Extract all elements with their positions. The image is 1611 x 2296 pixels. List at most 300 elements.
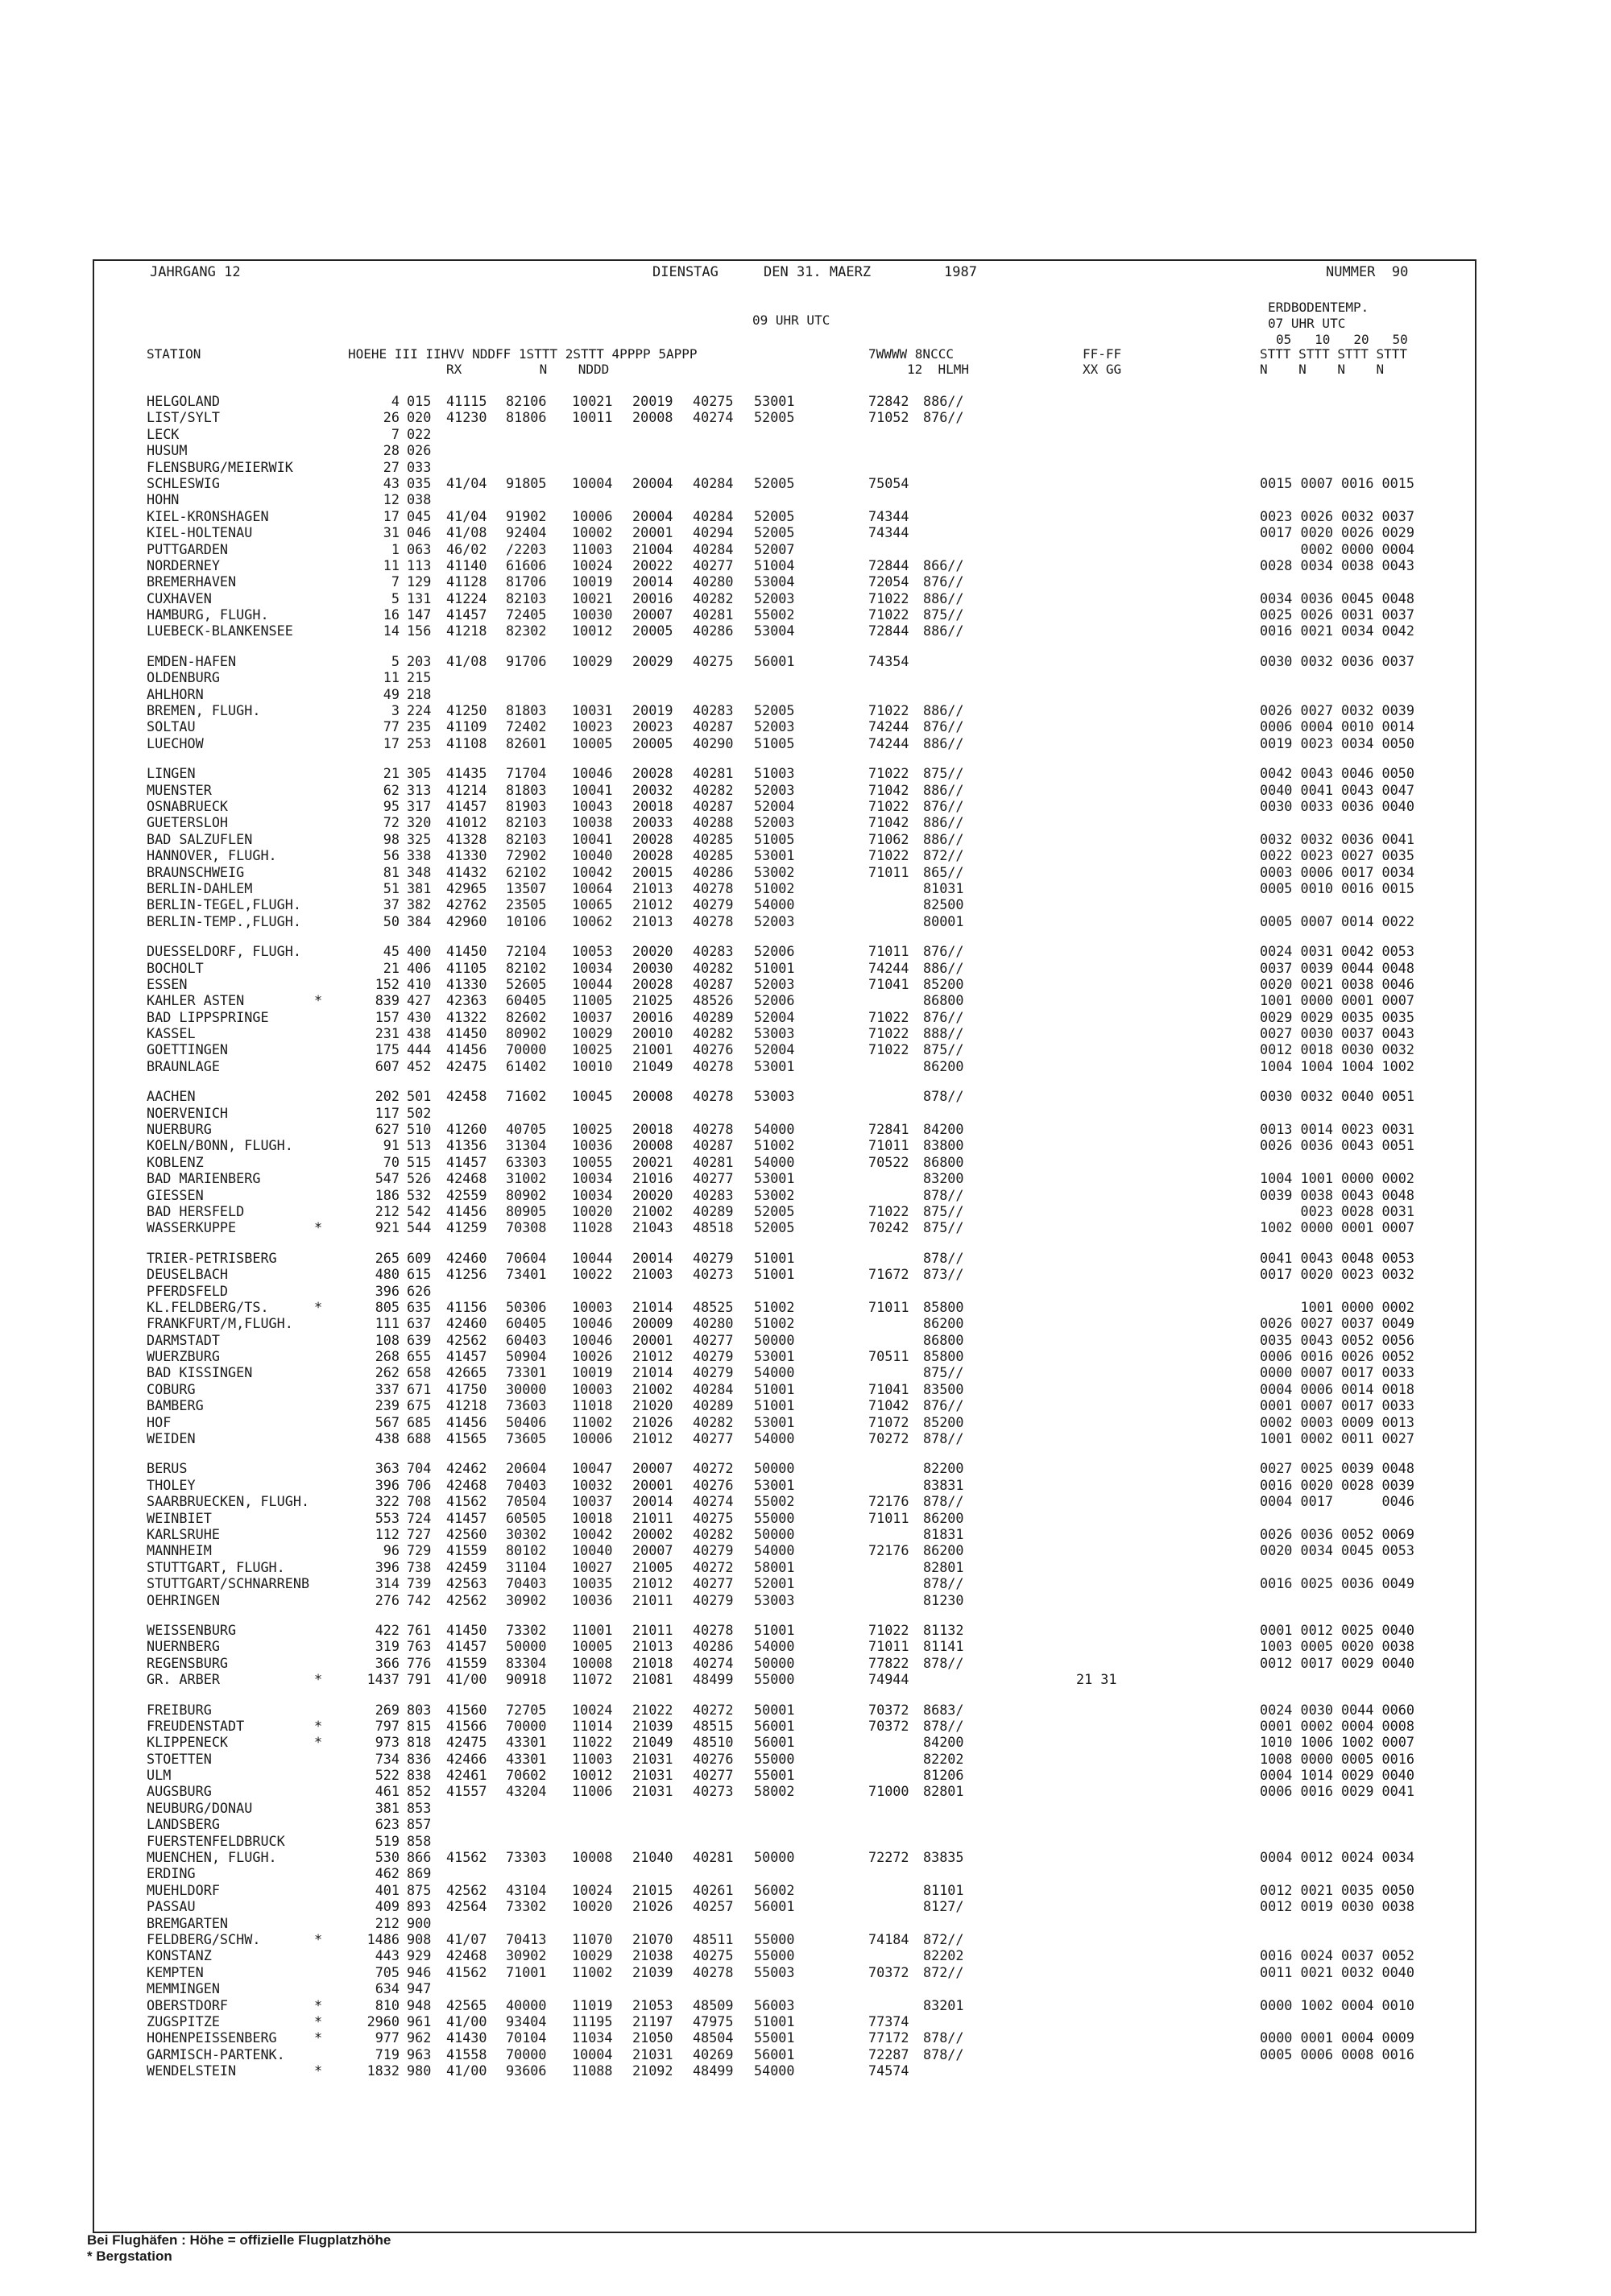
station-name: OLDENBURG: [147, 669, 220, 686]
code-8nccc: 886//: [923, 814, 964, 831]
table-row: [0, 1088, 1611, 1104]
code-nddff: 92404: [506, 524, 547, 541]
code-1sttt: 10023: [572, 718, 613, 735]
station-height: 212: [375, 1202, 400, 1219]
station-id: 015: [407, 393, 432, 409]
code-1sttt: 10042: [572, 863, 613, 880]
code-iihvv: 42762: [446, 896, 487, 913]
station-height: 56: [383, 847, 400, 864]
code-2sttt: 21039: [632, 1963, 673, 1980]
code-nddff: 50306: [506, 1298, 547, 1315]
station-id: 400: [407, 943, 432, 960]
code-iihvv: 46/02: [446, 540, 487, 557]
station-id: 761: [407, 1621, 432, 1638]
code-7wwww: 71041: [868, 1380, 909, 1397]
station-name: DUESSELDORF, FLUGH.: [147, 943, 301, 960]
code-1sttt: 11014: [572, 1717, 613, 1734]
station-id: 948: [407, 1996, 432, 2013]
ground-temps: 0004 0012 0024 0034: [1260, 1849, 1414, 1866]
ground-temps: 0002 0003 0009 0013: [1260, 1413, 1414, 1430]
code-iihvv: 42565: [446, 1996, 487, 2013]
station-height: 1437: [367, 1671, 400, 1688]
station-name: HANNOVER, FLUGH.: [147, 847, 277, 864]
code-nddff: 52605: [506, 975, 547, 992]
station-name: NOERVENICH: [147, 1104, 229, 1121]
code-4pppp: 40275: [693, 652, 734, 669]
code-5appp: 50000: [754, 1849, 795, 1866]
code-1sttt: 10042: [572, 1526, 613, 1542]
ground-temp-depths: 05 10 20 50: [1276, 332, 1408, 347]
table-row: [0, 1154, 1611, 1170]
code-8nccc: 80001: [923, 912, 964, 929]
station-name: BERUS: [147, 1460, 188, 1477]
code-nddff: 70104: [506, 2029, 547, 2046]
station-name: FREUDENSTADT: [147, 1717, 245, 1734]
table-row: [0, 847, 1611, 863]
station-name: DARMSTADT: [147, 1331, 220, 1348]
code-2sttt: 20007: [632, 606, 673, 623]
table-row: [0, 2029, 1611, 2046]
station-height: 62: [383, 781, 400, 798]
code-1sttt: 10003: [572, 1380, 613, 1397]
code-7wwww: 70372: [868, 1717, 909, 1734]
table-row: [0, 653, 1611, 669]
table-row: [0, 1493, 1611, 1509]
code-7wwww: 72272: [868, 1849, 909, 1866]
station-name: KIEL-KRONSHAGEN: [147, 507, 269, 524]
station-height: 239: [375, 1397, 400, 1414]
code-iihvv: 41457: [446, 1509, 487, 1526]
station-name: WEIDEN: [147, 1430, 196, 1447]
station-name: GOETTINGEN: [147, 1041, 229, 1058]
code-iihvv: 41560: [446, 1701, 487, 1718]
code-8nccc: 878//: [923, 1575, 964, 1592]
table-row: [0, 1767, 1611, 1783]
code-7wwww: 74574: [868, 2062, 909, 2079]
code-8nccc: 878//: [923, 1249, 964, 1266]
code-nddff: 91706: [506, 652, 547, 669]
code-8nccc: 876//: [923, 573, 964, 590]
station-name: MUEHLDORF: [147, 1881, 220, 1898]
code-2sttt: 21013: [632, 879, 673, 896]
code-nddff: 81803: [506, 781, 547, 798]
code-7wwww: 74244: [868, 959, 909, 976]
ground-temps: 0030 0032 0040 0051: [1260, 1088, 1414, 1105]
station-id: 946: [407, 1963, 432, 1980]
table-row: [0, 1381, 1611, 1397]
ground-temps: 1004 1004 1004 1002: [1260, 1057, 1414, 1074]
table-row: [0, 409, 1611, 425]
station-height: 553: [375, 1509, 400, 1526]
ground-temps: 1001 0000 0001 0007: [1260, 992, 1414, 1009]
station-height: 95: [383, 797, 400, 814]
code-1sttt: 11003: [572, 1750, 613, 1767]
station-height: 45: [383, 943, 400, 960]
code-5appp: 53001: [754, 1348, 795, 1365]
table-row: [0, 1800, 1611, 1816]
code-2sttt: 21001: [632, 1041, 673, 1058]
code-1sttt: 10046: [572, 1315, 613, 1332]
station-id: 382: [407, 896, 432, 913]
table-row: [0, 426, 1611, 442]
code-iihvv: 41260: [446, 1121, 487, 1138]
code-nddff: 80902: [506, 1025, 547, 1042]
station-height: 111: [375, 1315, 400, 1332]
code-1sttt: 10004: [572, 2046, 613, 2062]
station-header: STATION: [147, 346, 201, 362]
code-4pppp: 40282: [693, 1526, 734, 1542]
station-height: 117: [375, 1104, 400, 1121]
code-4pppp: 48510: [693, 1734, 734, 1751]
station-id: 639: [407, 1331, 432, 1348]
station-name: BERLIN-DAHLEM: [147, 879, 253, 896]
code-5appp: 53001: [754, 1476, 795, 1493]
code-4pppp: 40272: [693, 1460, 734, 1477]
code-header-line1: HOEHE III IIHVV NDDFF 1STTT 2STTT 4PPPP 5APPP: [348, 346, 698, 362]
station-height: 443: [375, 1947, 400, 1964]
code-4pppp: 40274: [693, 1654, 734, 1671]
code-5appp: 52003: [754, 814, 795, 831]
code-2sttt: 21049: [632, 1734, 673, 1751]
station-height: 422: [375, 1621, 400, 1638]
code-4pppp: 40286: [693, 863, 734, 880]
code-nddff: 50904: [506, 1348, 547, 1365]
code-4pppp: 40273: [693, 1266, 734, 1283]
code-iihvv: 41558: [446, 2046, 487, 2062]
code-2sttt: 21016: [632, 1170, 673, 1187]
table-row: [0, 1592, 1611, 1608]
table-row: [0, 1009, 1611, 1025]
code-nddff: 63303: [506, 1153, 547, 1170]
code-1sttt: 10006: [572, 1430, 613, 1447]
station-height: 98: [383, 830, 400, 847]
code-8nccc: 81230: [923, 1591, 964, 1608]
code-iihvv: 42562: [446, 1881, 487, 1898]
code-iihvv: 42459: [446, 1558, 487, 1575]
station-height: 438: [375, 1430, 400, 1447]
code-5appp: 54000: [754, 1364, 795, 1381]
code-2sttt: 20028: [632, 765, 673, 782]
code-iihvv: 41457: [446, 1348, 487, 1365]
code-4pppp: 40286: [693, 1638, 734, 1655]
code-iihvv: 42458: [446, 1088, 487, 1105]
station-id: 033: [407, 458, 432, 475]
station-height: 627: [375, 1121, 400, 1138]
code-iihvv: 41/07: [446, 1930, 487, 1947]
code-7wwww: 71011: [868, 863, 909, 880]
code-4pppp: 40279: [693, 1542, 734, 1559]
ground-temps: 0029 0029 0035 0035: [1260, 1008, 1414, 1025]
table-row: [0, 992, 1611, 1008]
code-4pppp: 40274: [693, 1493, 734, 1510]
table-row: [0, 573, 1611, 590]
code-2sttt: 20005: [632, 734, 673, 751]
station-name: STUTTGART, FLUGH.: [147, 1558, 285, 1575]
station-id: 947: [407, 1980, 432, 1997]
ff-header: FF-FF: [1083, 346, 1122, 362]
ground-temps: 0000 0007 0017 0033: [1260, 1364, 1414, 1381]
table-row: [0, 557, 1611, 573]
code-7wwww: 74244: [868, 734, 909, 751]
code-iihvv: 41457: [446, 797, 487, 814]
code-4pppp: 40285: [693, 847, 734, 864]
code-7wwww: 74354: [868, 652, 909, 669]
station-name: GUETERSLOH: [147, 814, 229, 831]
station-name: BAMBERG: [147, 1397, 204, 1414]
code-7wwww: 71672: [868, 1266, 909, 1283]
station-height: 607: [375, 1057, 400, 1074]
table-row: [0, 960, 1611, 976]
mountain-station-marker: *: [314, 2062, 323, 2079]
station-name: LIST/SYLT: [147, 409, 220, 426]
table-row: [0, 831, 1611, 847]
code-4pppp: 40275: [693, 393, 734, 409]
code-2sttt: 21031: [632, 2046, 673, 2062]
ground-temps: 0004 1014 0029 0040: [1260, 1767, 1414, 1784]
code-4pppp: 40277: [693, 1331, 734, 1348]
code-iihvv: 41/00: [446, 2062, 487, 2079]
code-1sttt: 10022: [572, 1266, 613, 1283]
code-nddff: 81706: [506, 573, 547, 590]
code-4pppp: 40272: [693, 1701, 734, 1718]
code-2sttt: 21015: [632, 1881, 673, 1898]
station-name: REGENSBURG: [147, 1654, 229, 1671]
code-nddff: 71602: [506, 1088, 547, 1105]
code-5appp: 55000: [754, 1509, 795, 1526]
ground-temps: 1004 1001 0000 0002: [1260, 1170, 1414, 1187]
code-2sttt: 20007: [632, 1542, 673, 1559]
code-8nccc: 886//: [923, 781, 964, 798]
ground-temps: 1008 0000 0005 0016: [1260, 1750, 1414, 1767]
code-8nccc: 866//: [923, 556, 964, 573]
code-2sttt: 21049: [632, 1057, 673, 1074]
code-2sttt: 21026: [632, 1413, 673, 1430]
code-iihvv: 41562: [446, 1493, 487, 1510]
station-name: MUENSTER: [147, 781, 212, 798]
ground-temps: 1001 0000 0002: [1260, 1298, 1414, 1315]
station-name: MUENCHEN, FLUGH.: [147, 1849, 277, 1866]
table-row: [0, 1526, 1611, 1542]
station-name: TRIER-PETRISBERG: [147, 1249, 277, 1266]
code-5appp: 51002: [754, 1298, 795, 1315]
code-iihvv: 41456: [446, 1041, 487, 1058]
code-iihvv: 41115: [446, 393, 487, 409]
code-5appp: 52005: [754, 507, 795, 524]
code-2sttt: 20018: [632, 1121, 673, 1138]
station-id: 218: [407, 685, 432, 702]
code-8nccc: 872//: [923, 847, 964, 864]
station-height: 547: [375, 1170, 400, 1187]
code-8nccc: 8683/: [923, 1701, 964, 1718]
code-8nccc: 81831: [923, 1526, 964, 1542]
station-height: 530: [375, 1849, 400, 1866]
code-5appp: 51001: [754, 1380, 795, 1397]
code-5appp: 52005: [754, 1202, 795, 1219]
station-id: 215: [407, 669, 432, 686]
code-1sttt: 10043: [572, 797, 613, 814]
code-5appp: 54000: [754, 2062, 795, 2079]
code-nddff: 81803: [506, 702, 547, 719]
code-8nccc: 876//: [923, 943, 964, 960]
code-iihvv: 41/00: [446, 2013, 487, 2029]
table-row: [0, 1622, 1611, 1638]
code-nddff: 81903: [506, 797, 547, 814]
station-height: 108: [375, 1331, 400, 1348]
code-8nccc: 81031: [923, 879, 964, 896]
table-row: [0, 1283, 1611, 1299]
table-row: [0, 1980, 1611, 1996]
station-table: [0, 393, 1611, 2079]
code-4pppp: 40277: [693, 1430, 734, 1447]
ground-temps: 0016 0025 0036 0049: [1260, 1575, 1414, 1592]
code-2sttt: 21003: [632, 1266, 673, 1283]
station-id: 866: [407, 1849, 432, 1866]
code-nddff: 83304: [506, 1654, 547, 1671]
table-row: [0, 1058, 1611, 1074]
footnote-airport: Bei Flughäfen : Höhe = offizielle Flugplatzhöhe: [87, 2232, 391, 2248]
ground-temps: 0027 0030 0037 0043: [1260, 1025, 1414, 1042]
station-id: 129: [407, 573, 432, 590]
code-1sttt: 10029: [572, 1025, 613, 1042]
code-5appp: 52004: [754, 797, 795, 814]
mountain-station-marker: *: [314, 1219, 323, 1236]
code-8nccc: 876//: [923, 409, 964, 426]
code-7wwww: 71042: [868, 814, 909, 831]
station-height: 401: [375, 1881, 400, 1898]
station-id: 515: [407, 1153, 432, 1170]
footnote-mountain: * Bergstation: [87, 2248, 172, 2264]
code-2sttt: 20001: [632, 1331, 673, 1348]
weekday-label: DIENSTAG: [652, 264, 719, 280]
station-height: 1486: [367, 1930, 400, 1947]
station-name: BREMEN, FLUGH.: [147, 702, 261, 719]
station-id: 452: [407, 1057, 432, 1074]
code-1sttt: 11002: [572, 1413, 613, 1430]
code-4pppp: 40277: [693, 1767, 734, 1784]
code-nddff: 43104: [506, 1881, 547, 1898]
code-1sttt: 11018: [572, 1397, 613, 1414]
ground-temps: 0003 0006 0017 0034: [1260, 863, 1414, 880]
code-1sttt: 11006: [572, 1783, 613, 1800]
code-5appp: 54000: [754, 1542, 795, 1559]
code-8nccc: 86200: [923, 1057, 964, 1074]
station-id: 908: [407, 1930, 432, 1947]
table-row: [0, 442, 1611, 458]
ground-temps: 0040 0041 0043 0047: [1260, 781, 1414, 798]
code-7wwww: 74244: [868, 718, 909, 735]
table-row: [0, 1332, 1611, 1348]
code-iihvv: 41562: [446, 1849, 487, 1866]
code-1sttt: 10024: [572, 1881, 613, 1898]
code-1sttt: 10006: [572, 507, 613, 524]
mountain-station-marker: *: [314, 1671, 323, 1688]
code-2sttt: 21025: [632, 992, 673, 1009]
station-id: 815: [407, 1717, 432, 1734]
code-4pppp: 40282: [693, 781, 734, 798]
station-name: BRAUNSCHWEIG: [147, 863, 245, 880]
station-id: 348: [407, 863, 432, 880]
station-name: LUEBECK-BLANKENSEE: [147, 623, 293, 639]
station-name: KOBLENZ: [147, 1153, 204, 1170]
station-id: 838: [407, 1767, 432, 1784]
station-height: 268: [375, 1348, 400, 1365]
code-iihvv: 42363: [446, 992, 487, 1009]
code-8nccc: 886//: [923, 959, 964, 976]
station-height: 17: [383, 734, 400, 751]
code-4pppp: 40279: [693, 1591, 734, 1608]
code-nddff: 73401: [506, 1266, 547, 1283]
code-nddff: 70504: [506, 1493, 547, 1510]
code-2sttt: 21031: [632, 1767, 673, 1784]
station-id: 852: [407, 1783, 432, 1800]
code-7wwww: 74944: [868, 1671, 909, 1688]
station-id: 406: [407, 959, 432, 976]
code-5appp: 51002: [754, 1137, 795, 1154]
code-iihvv: 42468: [446, 1476, 487, 1493]
ground-temps: 0017 0020 0026 0029: [1260, 524, 1414, 541]
code-2sttt: 20029: [632, 652, 673, 669]
code-2sttt: 20001: [632, 1476, 673, 1493]
ground-temps: 0013 0014 0023 0031: [1260, 1121, 1414, 1138]
code7-header: 7WWWW 8NCCC: [868, 346, 954, 362]
code-nddff: 82103: [506, 590, 547, 606]
code-1sttt: 10031: [572, 702, 613, 719]
code-5appp: 53003: [754, 1591, 795, 1608]
station-height: 734: [375, 1750, 400, 1767]
gg-header: XX GG: [1083, 362, 1122, 377]
table-row: [0, 718, 1611, 734]
ground-temps: 0012 0018 0030 0032: [1260, 1041, 1414, 1058]
code-4pppp: 40290: [693, 734, 734, 751]
date-label: DEN 31. MAERZ: [764, 264, 872, 280]
station-height: 265: [375, 1249, 400, 1266]
code-nddff: 30000: [506, 1380, 547, 1397]
ground-temps: 0020 0021 0038 0046: [1260, 975, 1414, 992]
ground-temps: 0006 0016 0029 0041: [1260, 1783, 1414, 1800]
station-id: 430: [407, 1008, 432, 1025]
mountain-station-marker: *: [314, 2029, 323, 2046]
code-nddff: 80102: [506, 1542, 547, 1559]
station-name: KASSEL: [147, 1025, 196, 1042]
station-id: 961: [407, 2013, 432, 2029]
station-name: BREMGARTEN: [147, 1914, 229, 1931]
code-nddff: 50406: [506, 1413, 547, 1430]
code-2sttt: 20016: [632, 1008, 673, 1025]
code-7wwww: 71022: [868, 1025, 909, 1042]
code-nddff: 61402: [506, 1057, 547, 1074]
code-iihvv: 41/04: [446, 474, 487, 491]
station-name: LECK: [147, 425, 180, 442]
code-5appp: 50000: [754, 1526, 795, 1542]
code-2sttt: 21004: [632, 540, 673, 557]
code-1sttt: 11022: [572, 1734, 613, 1751]
code-7wwww: 77822: [868, 1654, 909, 1671]
code-nddff: 13507: [506, 879, 547, 896]
code-nddff: 31304: [506, 1137, 547, 1154]
code-5appp: 52003: [754, 590, 795, 606]
code-4pppp: 40278: [693, 879, 734, 896]
code-4pppp: 40284: [693, 474, 734, 491]
station-name: WEINBIET: [147, 1509, 212, 1526]
ground-temps: 0000 0001 0004 0009: [1260, 2029, 1414, 2046]
code-7wwww: 74344: [868, 507, 909, 524]
station-id: 444: [407, 1041, 432, 1058]
station-name: GR. ARBER: [147, 1671, 220, 1688]
table-row: [0, 1816, 1611, 1832]
table-row: [0, 1734, 1611, 1750]
code-7wwww: 71022: [868, 702, 909, 719]
code-1sttt: 10047: [572, 1460, 613, 1477]
